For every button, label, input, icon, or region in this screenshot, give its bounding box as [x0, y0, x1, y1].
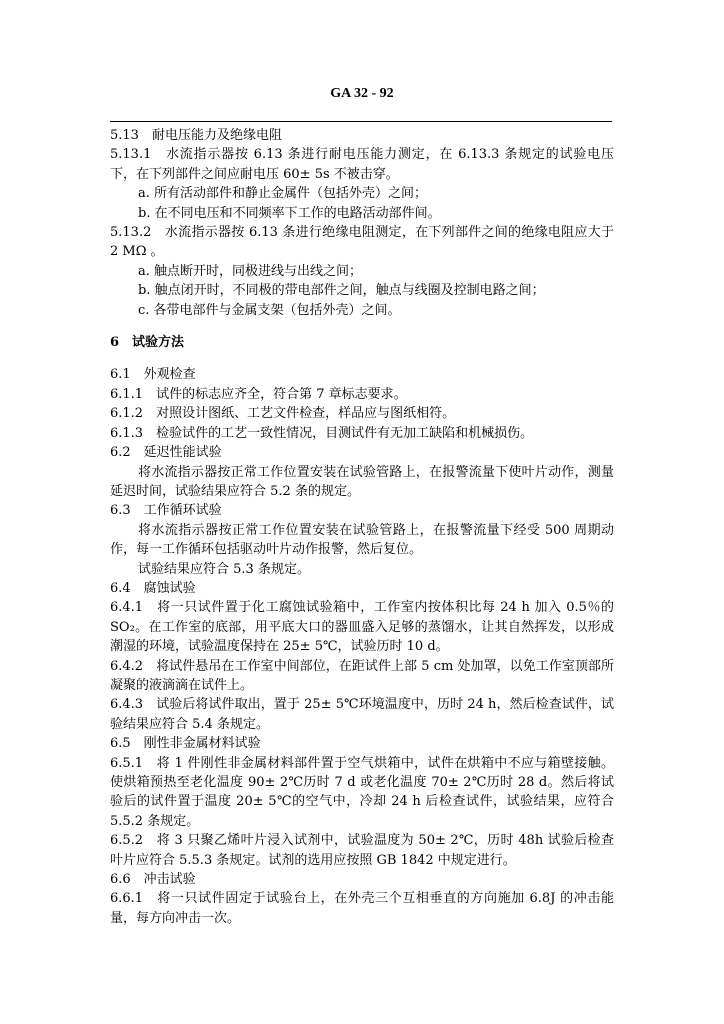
section-heading-6-6: 6.6 冲击试验: [110, 872, 196, 888]
clause-6-4-3: 6.4.3 试验后将试件取出，置于 25± 5℃环境温度中，历时 24 h，然后检查试件，试验结果应符合 5.4 条规定。: [110, 697, 614, 732]
list-item-b: b. 在不同电压和不同频率下工作的电路活动部件间。: [138, 205, 441, 221]
clause-5-13-1: 5.13.1 水流指示器按 6.13 条进行耐电压能力测定，在 6.13.3 条规定的试验电压下，在下列部件之间应耐电压 60± 5s 不被击穿。: [110, 147, 614, 182]
section-heading-6-3: 6.3 工作循环试验: [110, 503, 222, 519]
clause-6-5-1: 6.5.1 将 1 件刚性非金属材料部件置于空气烘箱中，试件在烘箱中不应与箱壁接触。使烘箱预热至老化温度 90± 2℃历时 7 d 或老化温度 70± 2℃历时 28 d。然后将试验后的试件置于温度 20± 5℃的空气中，冷却 24 h 后检查试件，试验结果，应符合 5.5.2 条规定。: [110, 755, 614, 829]
document-code-header: GA 32 - 92: [330, 86, 394, 101]
paragraph-6-3: 将水流指示器按正常工作位置安装在试验管路上，在报警流量下经受 500 周期动作，每一工作循环包括驱动叶片动作报警，然后复位。: [110, 522, 614, 558]
clause-5-13-2: 5.13.2 水流指示器按 6.13 条进行绝缘电阻测定，在下列部件之间的绝缘电阻应大于 2 MΩ 。: [110, 225, 614, 260]
chapter-heading-6: 6 试验方法: [110, 335, 185, 351]
header-rule: [110, 121, 612, 122]
section-heading-6-5: 6.5 刚性非金属材料试验: [110, 736, 261, 752]
clause-6-5-2: 6.5.2 将 3 只聚乙烯叶片浸入试剂中，试验温度为 50± 2℃，历时 48h 试验后检查叶片应符合 5.5.3 条规定。试剂的选用应按照 GB 1842 中规定进行。: [110, 833, 614, 868]
document-body: [110, 126, 614, 928]
list-item-a: a. 所有活动部件和静止金属件（包括外壳）之间；: [138, 186, 428, 202]
list-item-b: b. 触点闭开时，不同极的带电部件之间，触点与线圈及控制电路之间；: [138, 283, 545, 299]
paragraph-6-3-result: 试验结果应符合 5.3 条规定。: [138, 561, 310, 577]
list-item-c: c. 各带电部件与金属支架（包括外壳）之间。: [138, 302, 401, 318]
section-heading-6-2: 6.2 延迟性能试验: [110, 445, 222, 461]
clause-6-1-3: 6.1.3 检验试件的工艺一致性情况，目测试件有无加工缺陷和机械损伤。: [110, 425, 534, 441]
clause-6-6-1: 6.6.1 将一只试件固定于试验台上，在外壳三个互相垂直的方向施加 6.8J 的冲击能量，每方向冲击一次。: [110, 891, 614, 926]
section-heading-5-13: 5.13 耐电压能力及绝缘电阻: [110, 128, 282, 143]
clause-6-4-2: 6.4.2 将试件悬吊在工作室中间部位，在距试件上部 5 cm 处加罩，以免工作室顶部所凝聚的液滴滴在试件上。: [110, 658, 614, 693]
list-item-a: a. 触点断开时，同极进线与出线之间；: [138, 263, 363, 279]
clause-6-1-1: 6.1.1 试件的标志应齐全，符合第 7 章标志要求。: [110, 386, 407, 402]
clause-6-1-2: 6.1.2 对照设计图纸、工艺文件检查，样品应与图纸相符。: [110, 406, 456, 422]
section-heading-6-4: 6.4 腐蚀试验: [110, 580, 196, 596]
paragraph-6-2: 将水流指示器按正常工作位置安装在试验管路上，在报警流量下使叶片动作，测量延迟时间，试验结果应符合 5.2 条的规定。: [110, 464, 614, 499]
section-heading-6-1: 6.1 外观检查: [110, 367, 196, 383]
clause-6-4-1: 6.4.1 将一只试件置于化工腐蚀试验箱中，工作室内按体积比每 24 h 加入 0.5％的 SO₂。在工作室的底部，用平底大口的器皿盛入足够的蒸馏水，让其自然挥发，以形成潮湿的环境，试验温度保持在 25± 5℃，试验历时 10 d。: [110, 600, 614, 655]
